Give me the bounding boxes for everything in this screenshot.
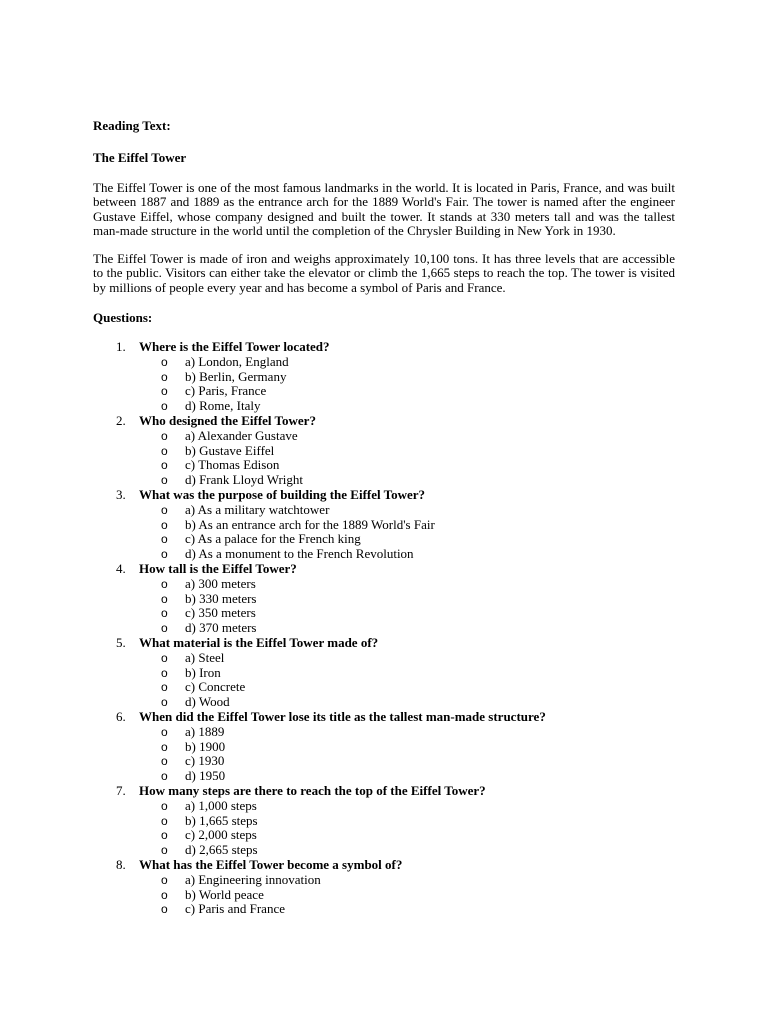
option-text: a) As a military watchtower — [185, 501, 330, 517]
hollow-bullet-icon: o — [161, 517, 168, 532]
option-text: d) As a monument to the French Revolution — [185, 546, 414, 562]
question-number: 2. — [116, 413, 126, 429]
question-item — [93, 562, 675, 636]
option-text: c) Concrete — [185, 679, 246, 695]
hollow-bullet-icon: o — [161, 369, 168, 384]
question-number: 7. — [116, 782, 126, 798]
answer-option — [139, 592, 675, 607]
question-number: 4. — [116, 561, 126, 577]
hollow-bullet-icon: o — [161, 576, 168, 591]
option-text: a) Alexander Gustave — [185, 427, 298, 443]
paragraph-details: The Eiffel Tower is made of iron and weighs approximately 10,100 tons. It has three levels that are accessible to the public. Visitors can either take the elevator or climb the 1,665 steps to reach the top. The tower is visited by millions of people every year and has become a symbol of Paris and France. — [93, 251, 675, 295]
question-list — [93, 340, 675, 917]
question-text: What has the Eiffel Tower become a symbol of? — [139, 856, 403, 872]
option-text: b) Iron — [185, 664, 221, 680]
option-text: b) 330 meters — [185, 590, 257, 606]
answer-option — [139, 518, 675, 533]
answer-option — [139, 843, 675, 858]
answer-option — [139, 814, 675, 829]
questions-label: Questions: — [93, 310, 153, 326]
option-text: c) Thomas Edison — [185, 457, 280, 473]
option-text: b) World peace — [185, 886, 264, 902]
option-text: a) 1889 — [185, 723, 225, 739]
option-text: b) Gustave Eiffel — [185, 442, 275, 458]
answer-option — [139, 873, 675, 888]
option-text: d) Wood — [185, 694, 230, 710]
option-text: b) 1900 — [185, 738, 226, 754]
reading-text-label: Reading Text: — [93, 118, 171, 133]
answer-option — [139, 828, 675, 843]
document-title: The Eiffel Tower — [93, 150, 187, 165]
question-item — [93, 710, 675, 784]
option-text: d) Frank Lloyd Wright — [185, 472, 304, 488]
answer-option — [139, 458, 675, 473]
option-text: d) 370 meters — [185, 620, 257, 636]
hollow-bullet-icon: o — [161, 384, 168, 399]
option-list — [139, 577, 675, 636]
answer-option — [139, 799, 675, 814]
hollow-bullet-icon: o — [161, 354, 168, 369]
question-number: 1. — [116, 339, 126, 355]
hollow-bullet-icon: o — [161, 665, 168, 680]
question-text: When did the Eiffel Tower lose its title as the tallest man-made structure? — [139, 709, 546, 724]
hollow-bullet-icon: o — [161, 813, 168, 828]
hollow-bullet-icon: o — [161, 769, 168, 784]
question-item — [93, 414, 675, 488]
answer-option — [139, 769, 675, 784]
hollow-bullet-icon: o — [161, 754, 168, 769]
answer-option — [139, 547, 675, 562]
question-text: How many steps are there to reach the top of the Eiffel Tower? — [139, 782, 486, 798]
answer-option — [139, 370, 675, 385]
hollow-bullet-icon: o — [161, 650, 168, 665]
hollow-bullet-icon: o — [161, 843, 168, 858]
paragraph-intro: The Eiffel Tower is one of the most famous landmarks in the world. It is located in Paris, France, and was built between 1887 and 1889 as the entrance arch for the 1889 World's Fair. The tower is named after the engineer Gustave Eiffel, whose company designed and built the tower. It stands at 330 meters tall and was the tallest man-made structure in the world until the completion of the Chrysler Building in New York in 1930. — [93, 180, 675, 238]
answer-option — [139, 355, 675, 370]
option-text: a) Steel — [185, 649, 225, 665]
option-text: c) 350 meters — [185, 605, 256, 621]
answer-option — [139, 651, 675, 666]
option-text: d) 2,665 steps — [185, 842, 258, 858]
hollow-bullet-icon: o — [161, 399, 168, 414]
answer-option — [139, 754, 675, 769]
question-number: 3. — [116, 487, 126, 503]
option-text: c) Paris, France — [185, 383, 267, 399]
answer-option — [139, 473, 675, 488]
answer-option — [139, 429, 675, 444]
hollow-bullet-icon: o — [161, 887, 168, 902]
question-number: 6. — [116, 709, 126, 724]
option-list — [139, 429, 675, 488]
hollow-bullet-icon: o — [161, 872, 168, 887]
hollow-bullet-icon: o — [161, 739, 168, 754]
option-list — [139, 651, 675, 710]
hollow-bullet-icon: o — [161, 458, 168, 473]
option-text: a) 1,000 steps — [185, 797, 257, 813]
answer-option — [139, 503, 675, 518]
hollow-bullet-icon: o — [161, 428, 168, 443]
answer-option — [139, 532, 675, 547]
hollow-bullet-icon: o — [161, 828, 168, 843]
hollow-bullet-icon: o — [161, 902, 168, 917]
option-text: c) 2,000 steps — [185, 827, 257, 843]
option-text: b) Berlin, Germany — [185, 368, 287, 384]
option-list — [139, 725, 675, 784]
hollow-bullet-icon: o — [161, 724, 168, 739]
option-text: c) As a palace for the French king — [185, 531, 361, 547]
question-text: Who designed the Eiffel Tower? — [139, 413, 316, 429]
option-text: b) 1,665 steps — [185, 812, 258, 828]
question-text: What was the purpose of building the Eiffel Tower? — [139, 487, 426, 503]
hollow-bullet-icon: o — [161, 591, 168, 606]
answer-option — [139, 577, 675, 592]
question-number: 8. — [116, 856, 126, 872]
question-item — [93, 488, 675, 562]
option-text: d) 1950 — [185, 768, 226, 784]
answer-option — [139, 606, 675, 621]
question-text: Where is the Eiffel Tower located? — [139, 339, 330, 355]
option-list — [139, 355, 675, 414]
question-text: What material is the Eiffel Tower made of? — [139, 635, 379, 651]
hollow-bullet-icon: o — [161, 680, 168, 695]
document-page — [93, 118, 675, 917]
hollow-bullet-icon: o — [161, 502, 168, 517]
answer-option — [139, 725, 675, 740]
option-text: a) Engineering innovation — [185, 871, 321, 887]
answer-option — [139, 666, 675, 681]
question-text: How tall is the Eiffel Tower? — [139, 561, 297, 577]
question-item — [93, 636, 675, 710]
hollow-bullet-icon: o — [161, 621, 168, 636]
answer-option — [139, 888, 675, 903]
hollow-bullet-icon: o — [161, 443, 168, 458]
hollow-bullet-icon: o — [161, 547, 168, 562]
option-text: c) 1930 — [185, 753, 225, 769]
hollow-bullet-icon: o — [161, 606, 168, 621]
option-text: d) Rome, Italy — [185, 398, 261, 414]
hollow-bullet-icon: o — [161, 532, 168, 547]
option-text: c) Paris and France — [185, 901, 285, 917]
option-text: b) As an entrance arch for the 1889 World's Fair — [185, 516, 435, 532]
answer-option — [139, 680, 675, 695]
option-list — [139, 873, 675, 917]
question-item — [93, 858, 675, 917]
answer-option — [139, 740, 675, 755]
answer-option — [139, 444, 675, 459]
hollow-bullet-icon: o — [161, 798, 168, 813]
hollow-bullet-icon: o — [161, 695, 168, 710]
option-list — [139, 503, 675, 562]
option-list — [139, 799, 675, 858]
answer-option — [139, 902, 675, 917]
option-text: a) 300 meters — [185, 575, 256, 591]
question-item — [93, 340, 675, 414]
question-number: 5. — [116, 635, 126, 651]
answer-option — [139, 384, 675, 399]
hollow-bullet-icon: o — [161, 473, 168, 488]
option-text: a) London, England — [185, 353, 289, 369]
answer-option — [139, 695, 675, 710]
question-item — [93, 784, 675, 858]
answer-option — [139, 621, 675, 636]
answer-option — [139, 399, 675, 414]
